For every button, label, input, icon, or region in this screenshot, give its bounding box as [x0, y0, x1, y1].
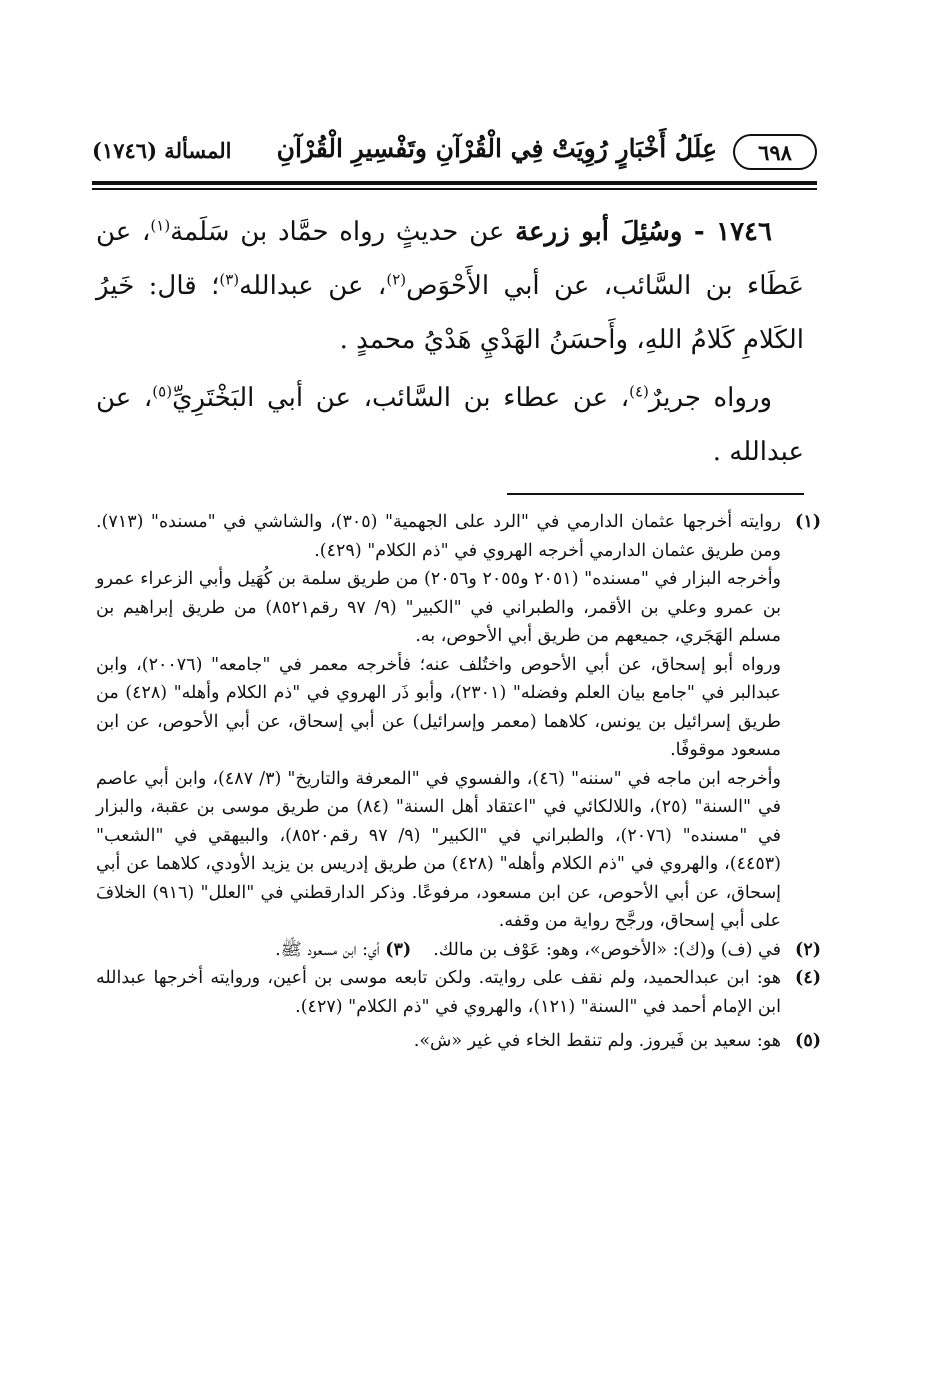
text-run: عن حديثٍ رواه حمَّاد بن سَلَمة [170, 217, 516, 247]
footnote-ref: (١) [150, 216, 171, 235]
page-number: ٦٩٨ [733, 134, 817, 170]
footnote-ref: (٢) [386, 270, 407, 289]
footnote-body: هو: سعيد بن فَيروز. ولم تنقط الخاء في غير «ش». [413, 1031, 781, 1051]
footnote [96, 508, 821, 936]
footnote-ref: (٣) [219, 270, 240, 289]
footnote [96, 964, 821, 1021]
footnote-number: (٥) [795, 1031, 821, 1051]
footnote-number: (٢) [795, 939, 821, 960]
footnote-paragraph: روايته أخرجها عثمان الدارمي في "الرد على الجهمية" (٣٠٥)، والشاشي في "مسنده" (٧١٣). ومن طريق عثمان الدارمي أخرجه الهروي في "ذم الكلام" (٤٢٩). [96, 512, 781, 561]
main-paragraph [96, 205, 804, 367]
running-header [92, 128, 817, 178]
footnote-number: (٣) [385, 939, 412, 960]
text-run: ، عن عبدالله [239, 271, 387, 301]
header-rule-thick [92, 181, 817, 185]
footnote-body [96, 936, 781, 965]
footnote-number: (٤) [795, 968, 821, 988]
text-run: ، عن عبدالله . [96, 383, 804, 467]
footnote-paragraph: ورواه أبو إسحاق، عن أبي الأحوص واختُلف عنه؛ فأخرجه معمر في "جامعه" (٢٠٠٧٦)، وابن عبدالبر في "جامع بيان العلم وفضله" (٢٣٠١)، وأبو ذَر الهروي في "ذم الكلام وأهله" (٤٢٨) من طريق إسرائيل بن يونس، كلاهما (معمر وإسرائيل) عن أبي إسحاق، عن أبي الأحوص، عن ابن مسعود موقوفًا. [96, 654, 782, 760]
footnote-body: هو: ابن عبدالحميد، ولم نقف على روايته. ولكن تابعه موسى بن أعين، وروايته أخرجها عبدالله ابن الإمام أحمد في "السنة" (١٢١)، والهروي في "ذم الكلام" (٤٢٧). [96, 968, 781, 1017]
footnote-text: في (ف) و(ك): «الأخوص»، وهو: عَوْف بن مالك. [433, 939, 781, 960]
footnote [96, 1027, 821, 1056]
footnote-separator [507, 493, 804, 495]
footnote [96, 936, 821, 965]
main-text [96, 205, 804, 479]
header-rule-thin [92, 188, 817, 190]
footnotes [96, 508, 821, 1056]
issue-label: المسألة (١٧٤٦) [92, 138, 232, 163]
text-run: ورواه جريرٌ [648, 383, 772, 413]
issue-lead: ١٧٤٦ - وسُئِلَ أبو زرعة [515, 217, 772, 247]
footnote-paragraph: وأخرجه ابن ماجه في "سننه" (٤٦)، والفسوي في "المعرفة والتاريخ" (٣/ ٤٨٧)، وابن أبي عاصم في "السنة" (٢٥)، واللالكائي في "اعتقاد أهل السنة" (٨٤) من طريق موسى بن عقبة، والبزار في "مسنده" (٢٠٧٦)، والطبراني في "الكبير" (٩/ ٩٧ رقم٨٥٢٠)، والبيهقي في "الشعب" (٤٤٥٣)، والهروي في "ذم الكلام وأهله" (٤٢٨) من طريق إدريس بن يزيد الأودي، كلاهما عن أبي إسحاق، عن أبي الأحوص، عن ابن مسعود، مرفوعًا. وذكر الدارقطني في "العلل" (٩١٦) الخلافَ على أبي إسحاق، ورجَّح رواية من وقفه. [96, 768, 782, 931]
footnote-body [96, 508, 781, 936]
book-title: عِلَلُ أَخْبَارٍ رُوِيَتْ فِي الْقُرْآنِ وتَفْسِيرِ الْقُرْآنِ [276, 134, 717, 163]
footnote-ref: (٥) [152, 382, 173, 401]
footnote-number: (١) [795, 512, 821, 532]
footnote-ref: (٤) [629, 382, 649, 401]
footnote-text: أي: ابن مسعود ﷺ. [275, 939, 380, 960]
text-run: ؛ قال: خَيرُ الكَلامِ كَلامُ اللهِ، وأَحسَنُ الهَدْيِ هَدْيُ محمدٍ . [96, 271, 804, 355]
footnote-paragraph: وأخرجه البزار في "مسنده" (٢٠٥١ و٢٠٥٥ و٢٠٥٦) من طريق سلمة بن كُهَيل وأبي الزعراء عمرو بن عمرو وعلي بن الأقمر، والطبراني في "الكبير" (٩/ ٩٧ رقم٨٥٢١) من طريق إبراهيم بن مسلم الهَجَري، جميعهم من طريق أبي الأحوص، به. [96, 569, 782, 646]
text-run: ، عن عطاء بن السَّائب، عن أبي البَخْتَرِيِّ [172, 383, 630, 413]
text-run: ، عن عَطَاء بن السَّائب، عن أبي الأَحْوَص [96, 217, 805, 301]
main-paragraph [96, 371, 804, 479]
